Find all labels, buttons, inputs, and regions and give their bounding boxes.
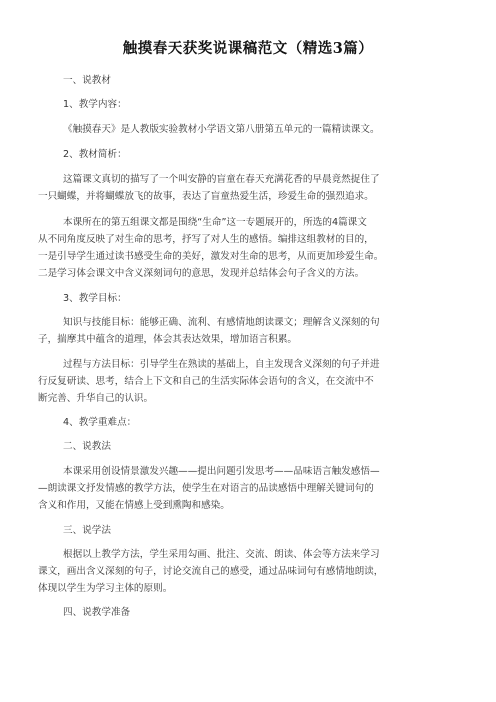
heading-teaching-method: 二、说教法 (63, 441, 111, 452)
line: 本课所在的第五组课文都是围绕“生命”这一专题展开的，所选的4篇课文 (63, 217, 367, 228)
document-title: 触摸春天获奖说课稿范文（精选3篇） (122, 40, 374, 57)
line: 知识与技能目标：能够正确、流利、有感情地朗读课文；理解含义深刻的句 (63, 317, 380, 328)
line: 二是学习体会课文中含义深刻词句的意思，发现并总结体会句子含义的方法。 (38, 268, 365, 279)
paragraph-objective-knowledge (38, 314, 478, 348)
paragraph-analysis-2 (38, 214, 478, 282)
subheading-key-points: 4、教学重难点： (63, 417, 137, 428)
paragraph-analysis-1 (38, 171, 478, 205)
line: 课文，画出含义深刻的句子，讨论交流自己的感受，通过品味词句有感情地朗读， (38, 566, 384, 577)
line: 一是引导学生通过读书感受生命的美好，激发对生命的思考，从而更加珍爱生命。 (38, 251, 384, 262)
line: 根据以上教学方法，学生采用勾画、批注、交流、朗读、体会等方法来学习 (63, 549, 380, 560)
paragraph-objective-process (38, 356, 478, 407)
subheading-analysis: 2、教材简析： (63, 149, 127, 160)
paragraph-learning-method (38, 546, 478, 597)
line: 这篇课文真切的描写了一个叫安静的盲童在春天充满花香的早晨竟然捉住了 (63, 174, 380, 185)
heading-preparation: 四、说教学准备 (63, 607, 131, 618)
line: 从不同角度反映了对生命的思考，抒写了对人生的感悟。编排这组教材的目的， (38, 234, 374, 245)
line: 本课采用创设情景激发兴趣——提出问题引发思考——品味语言触发感悟— (63, 466, 380, 477)
subheading-objectives: 3、教学目标： (63, 293, 127, 304)
line: 体现以学生为学习主体的原则。 (38, 583, 173, 594)
paragraph-content: 《触摸春天》是人教版实验教材小学语文第八册第五单元的一篇精读课文。 (63, 124, 380, 135)
line: 行反复研读、思考，结合上下文和自己的生活实际体会语句的含义，在交流中不 (38, 376, 374, 387)
line: 断完善、升华自己的认识。 (38, 393, 154, 404)
line: —朗读课文抒发情感的教学方法，使学生在对语言的品读感悟中理解关键词句的 (38, 483, 374, 494)
heading-teaching-material: 一、说教材 (63, 75, 111, 86)
line: 一只蝴蝶，并将蝴蝶放飞的故事，表达了盲童热爱生活，珍爱生命的强烈追求。 (38, 191, 374, 202)
line: 含义和作用，又能在情感上受到熏陶和感染。 (38, 500, 230, 511)
line: 过程与方法目标：引导学生在熟读的基础上，自主发现含义深刻的句子并进 (63, 359, 380, 370)
paragraph-teaching-method (38, 463, 478, 514)
heading-learning-method: 三、说学法 (63, 525, 111, 536)
line: 子，揣摩其中蕴含的道理，体会其表达效果，增加语言积累。 (38, 334, 298, 345)
subheading-content: 1、教学内容： (63, 99, 127, 110)
